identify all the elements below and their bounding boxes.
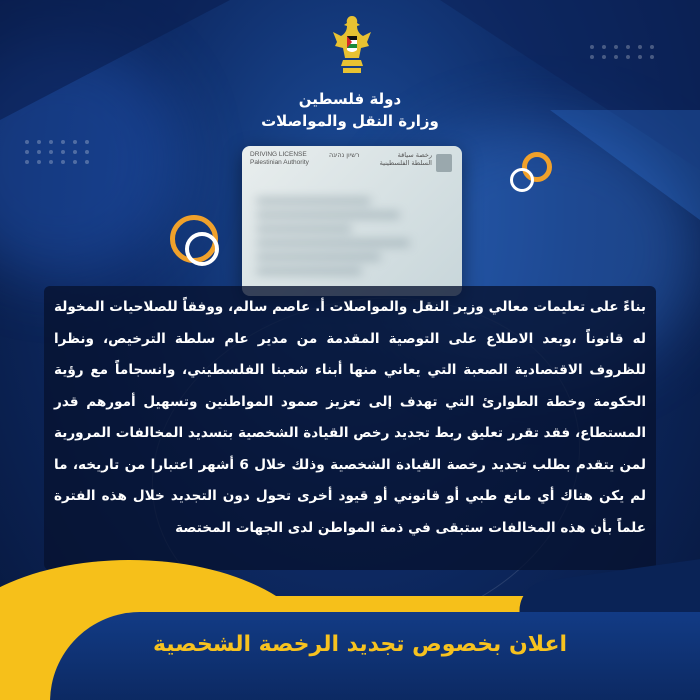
decorative-dot-grid	[590, 45, 656, 59]
country-title: دولة فلسطين	[298, 90, 402, 108]
license-label-he: רשיון נהיגה	[328, 151, 360, 159]
license-label-ar: رخصة سياقة	[397, 151, 432, 159]
license-label-en: DRIVING LICENSE	[250, 151, 307, 158]
decorative-ring-white	[510, 168, 534, 192]
background-shape	[0, 0, 230, 120]
license-authority-ar: السلطة الفلسطينية	[379, 159, 432, 168]
palestine-eagle-emblem-icon	[331, 12, 373, 78]
decorative-ring-white	[185, 232, 219, 266]
decorative-dot-grid	[25, 140, 91, 164]
license-blurred-details	[256, 190, 448, 286]
announcement-body: بناءً على تعليمات معالي وزير النقل والمواصلات أ. عاصم سالم، ووفقاً للصلاحيات المخولة له قانوناً ،وبعد الاطلاع على التوصية المقدمة من مدير عام سلطة الترخيص، ونظرا للظروف الاقتصادية الصعبة التي يعاني منها أبناء شعبنا الفلسطيني، وانسجاماً مع رؤية الحكومة وخطة الطوارئ التي تهدف إلى تعزيز صمود المواطنين وتسهيل أمورهم قدر المستطاع، فقد تقرر تعليق ربط تجديد رخص القيادة الشخصية بتسديد المخالفات المرورية لمن يتقدم بطلب تجديد رخصة القيادة الشخصية وذلك خلال 6 أشهر اعتبارا من تاريخه، ما لم يكن هناك أي مانع طبي أو قانوني أو قيود أخرى تحول دون التجديد خلال هذه الفترة علماً بأن هذه المخالفات ستبقى في ذمة المواطن لدى الجهات المختصة	[54, 299, 646, 536]
license-authority-en: Palestinian Authority	[250, 159, 309, 167]
footer-title: اعلان بخصوص تجديد الرخصة الشخصية	[152, 632, 568, 657]
driving-license-card-image	[242, 146, 462, 296]
license-seal-icon	[436, 154, 452, 172]
background-shape	[550, 110, 700, 220]
ministry-title: وزارة النقل والمواصلات	[261, 112, 439, 130]
